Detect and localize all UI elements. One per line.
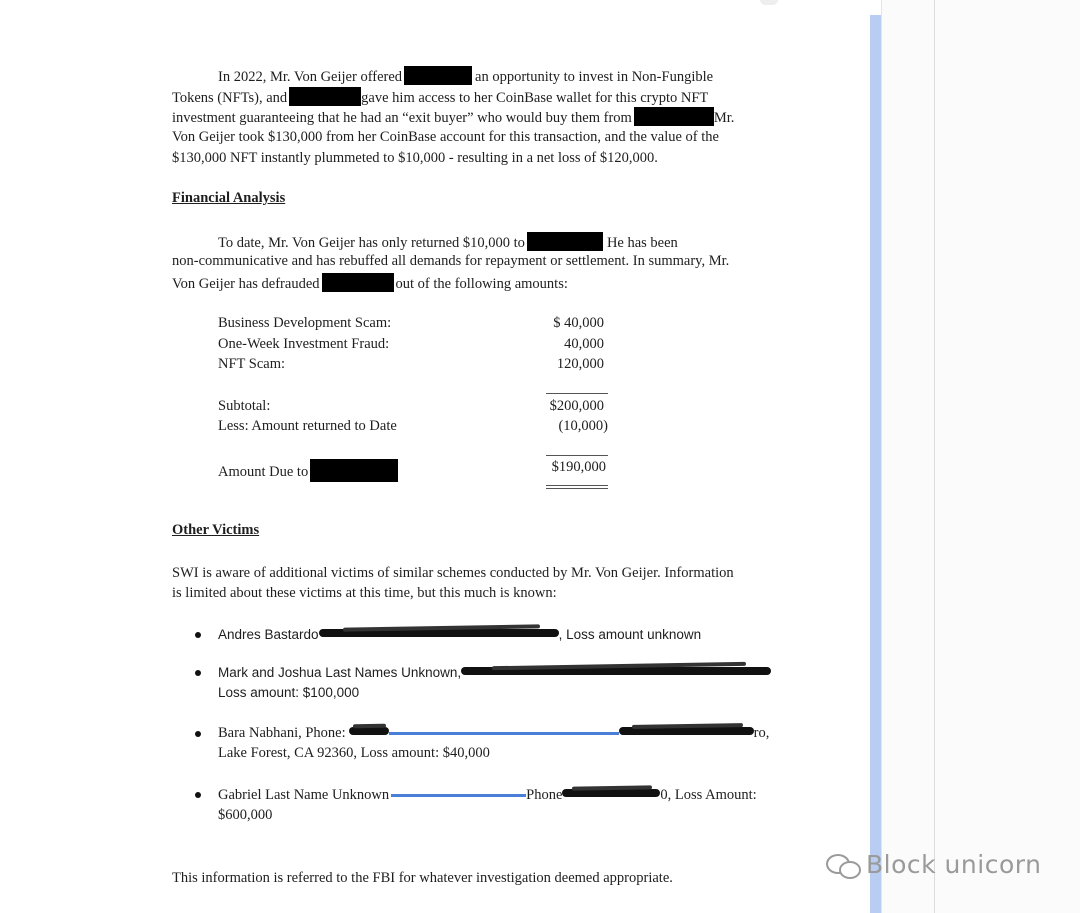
bullet-dot	[195, 731, 201, 737]
victim-item-1	[218, 626, 701, 644]
victim-text: ro,	[753, 725, 770, 741]
victim-text: Phone	[526, 787, 563, 803]
intro-text: investment guaranteeing that he had an “exit buyer” who would buy them from	[172, 110, 632, 126]
victim-item-4	[218, 786, 757, 804]
financial-line-2: non-communicative and has rebuffed all demands for repayment or settlement. In summary, Mr.	[172, 253, 730, 269]
redaction-scribble	[349, 727, 389, 735]
intro-line-4: Von Geijer took $130,000 from her CoinBase account for this transaction, and the value of the	[172, 129, 719, 145]
redaction-block	[289, 87, 361, 106]
top-edge-tab	[760, 0, 778, 5]
table-row-label: NFT Scam:	[218, 356, 285, 372]
other-victims-heading: Other Victims	[172, 522, 260, 538]
redaction-scribble	[562, 789, 660, 797]
bullet-dot	[195, 632, 201, 638]
financial-text: out of the following amounts:	[395, 276, 568, 292]
watermark	[826, 850, 1041, 879]
victim-item-2-loss: Loss amount: $100,000	[218, 685, 360, 700]
redacted-email-link	[391, 794, 526, 797]
redaction-scribble	[619, 727, 754, 735]
intro-text: gave him access to her CoinBase wallet for this crypto NFT	[361, 90, 709, 106]
double-rule-bottom	[546, 488, 608, 489]
bullet-dot	[195, 792, 201, 798]
vertical-scrollbar[interactable]	[870, 15, 881, 913]
intro-line-5: $130,000 NFT instantly plummeted to $10,000 - resulting in a net loss of $120,000.	[172, 150, 658, 166]
financial-analysis-heading: Financial Analysis	[172, 190, 286, 206]
redaction-scribble	[461, 667, 771, 675]
financial-text: He has been	[606, 235, 678, 251]
side-margin	[881, 0, 1080, 913]
redaction-scribble	[319, 629, 559, 637]
intro-text: an opportunity to invest in Non-Fungible	[475, 69, 714, 85]
victim-item-3	[218, 724, 769, 742]
watermark-text: Block unicorn	[866, 850, 1042, 879]
bullet-dot	[195, 670, 201, 676]
table-row-value: $ 40,000	[553, 315, 604, 331]
victim-text: , Loss amount unknown	[558, 627, 702, 642]
intro-line-1	[218, 66, 713, 86]
financial-line-1	[218, 232, 678, 252]
amount-due-value: $190,000	[551, 459, 606, 475]
victims-intro-line-2: is limited about these victims at this time, but this much is known:	[172, 585, 557, 601]
table-row-label: One-Week Investment Fraud:	[218, 336, 390, 352]
redaction-block	[310, 459, 398, 482]
redaction-block	[404, 66, 472, 85]
victims-intro-line-1: SWI is aware of additional victims of similar schemes conducted by Mr. Von Geijer. Information	[172, 565, 734, 581]
victim-item-3-address: Lake Forest, CA 92360, Loss amount: $40,000	[218, 745, 490, 761]
financial-line-3	[172, 273, 568, 293]
wechat-icon	[826, 852, 862, 878]
redaction-block	[634, 107, 714, 126]
less-returned-value: (10,000)	[558, 418, 608, 434]
victim-text: Bara Nabhani, Phone:	[218, 725, 346, 741]
less-returned-label: Less: Amount returned to Date	[218, 418, 397, 434]
victim-text: Andres Bastardo	[218, 627, 319, 642]
intro-text: Tokens (NFTs), and	[172, 90, 288, 106]
intro-line-3	[172, 107, 734, 127]
victim-item-2	[218, 664, 771, 682]
amount-due-label	[218, 459, 398, 482]
table-rule	[546, 455, 608, 456]
subtotal-label: Subtotal:	[218, 398, 271, 414]
financial-text: To date, Mr. Von Geijer has only returned $10,000 to	[218, 235, 525, 251]
intro-text: Mr.	[713, 110, 735, 126]
table-rule	[546, 393, 608, 394]
amount-due-text: Amount Due to	[218, 464, 309, 480]
closing-statement: This information is referred to the FBI for whatever investigation deemed appropriate.	[172, 870, 673, 886]
table-row-label: Business Development Scam:	[218, 315, 392, 331]
side-divider	[934, 0, 935, 913]
victim-item-4-loss: $600,000	[218, 807, 273, 823]
redacted-email-link	[389, 732, 619, 735]
victim-text: 0, Loss Amount:	[660, 787, 757, 803]
subtotal-value: $200,000	[549, 398, 604, 414]
redaction-block	[527, 232, 603, 251]
table-row-value: 40,000	[564, 336, 604, 352]
double-rule-top	[546, 485, 608, 486]
intro-line-2	[172, 87, 708, 107]
intro-text: In 2022, Mr. Von Geijer offered	[218, 69, 403, 85]
victim-text: Gabriel Last Name Unknown	[218, 787, 390, 803]
victim-text: Mark and Joshua Last Names Unknown,	[218, 665, 462, 680]
table-row-value: 120,000	[556, 356, 604, 372]
redaction-block	[322, 273, 394, 292]
financial-text: Von Geijer has defrauded	[172, 276, 320, 292]
